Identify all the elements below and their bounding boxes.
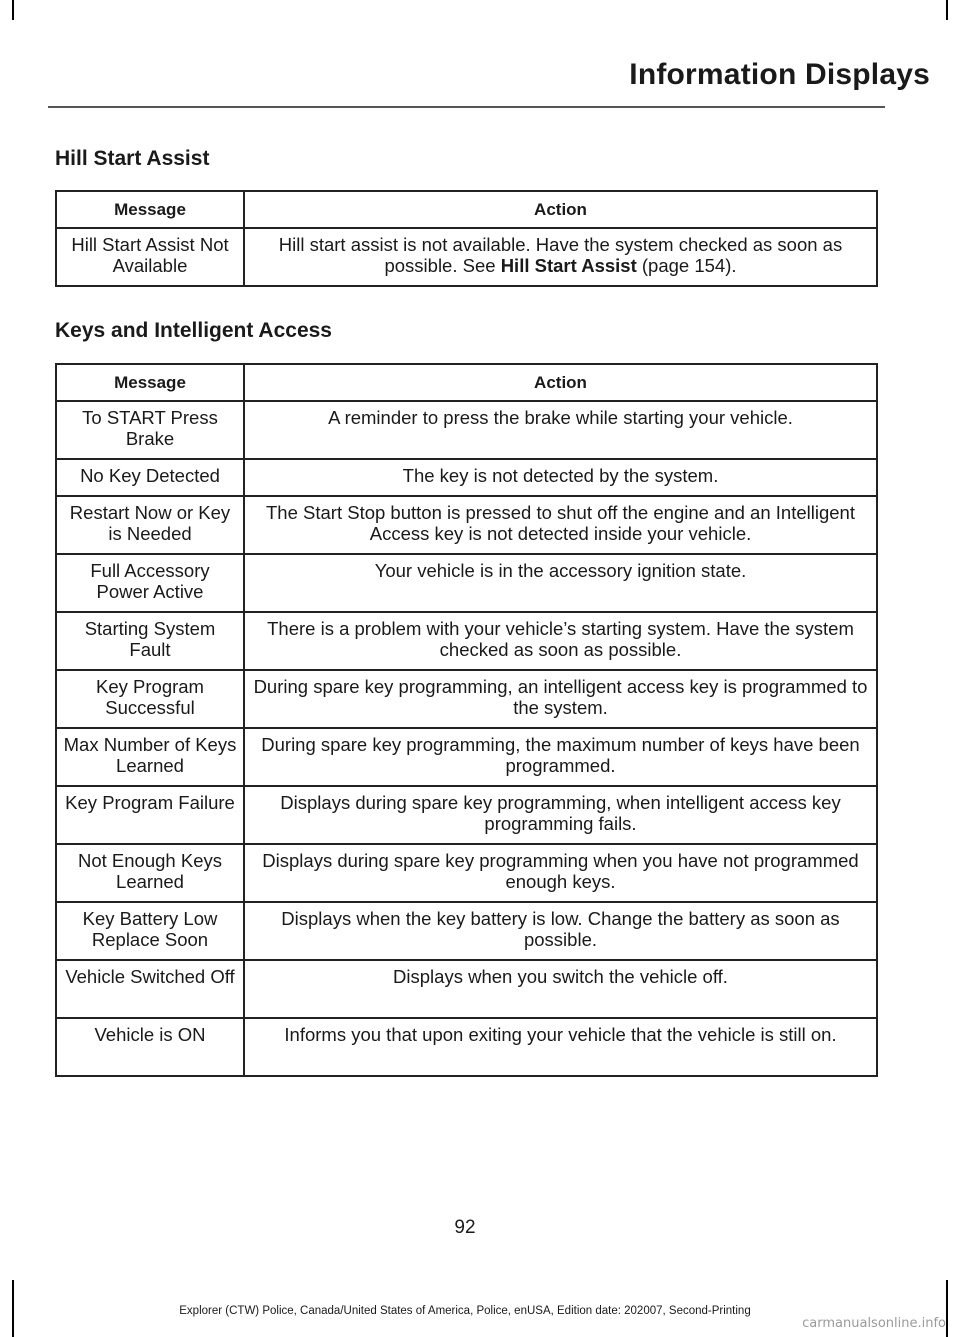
hill-start-assist-table	[55, 190, 878, 287]
table-row	[56, 554, 877, 612]
watermark: carmanualsonline.info	[802, 1316, 946, 1331]
action-cell: During spare key programming, an intelligent access key is programmed to the system.	[244, 670, 877, 728]
action-cell: A reminder to press the brake while starting your vehicle.	[244, 401, 877, 459]
message-cell: Full Accessory Power Active	[56, 554, 244, 612]
action-cell: Displays when you switch the vehicle off.	[244, 960, 877, 1018]
action-cell: During spare key programming, the maximum number of keys have been programmed.	[244, 728, 877, 786]
table-row	[56, 728, 877, 786]
action-cell: The Start Stop button is pressed to shut off the engine and an Intelligent Access key is not detected inside your vehicle.	[244, 496, 877, 554]
section-title-hill-start-assist: Hill Start Assist	[55, 147, 210, 170]
keys-intelligent-access-table	[55, 363, 878, 1077]
message-cell: Vehicle Switched Off	[56, 960, 244, 1018]
table-row	[56, 960, 877, 1018]
action-cell: Your vehicle is in the accessory ignition state.	[244, 554, 877, 612]
message-cell: Key Program Successful	[56, 670, 244, 728]
action-cell: Informs you that upon exiting your vehicle that the vehicle is still on.	[244, 1018, 877, 1076]
column-header-message: Message	[56, 191, 244, 228]
action-text: Hill start assist is not available. Have the system checked as soon as possible. See	[278, 234, 843, 276]
message-cell: Restart Now or Key is Needed	[56, 496, 244, 554]
column-header-message: Message	[56, 364, 244, 401]
page-reference: (page 154).	[636, 255, 737, 276]
action-cell: Displays during spare key programming when you have not programmed enough keys.	[244, 844, 877, 902]
table-row	[56, 228, 877, 286]
crop-mark-top-right	[946, 0, 948, 20]
column-header-action: Action	[244, 191, 877, 228]
message-cell: To START Press Brake	[56, 401, 244, 459]
column-header-action: Action	[244, 364, 877, 401]
crop-mark-bottom-right	[946, 1280, 948, 1337]
table-row	[56, 786, 877, 844]
page-title: Information Displays	[629, 58, 930, 91]
table-header-row	[56, 191, 877, 228]
table-row	[56, 902, 877, 960]
action-cell: Displays when the key battery is low. Change the battery as soon as possible.	[244, 902, 877, 960]
message-cell: Key Battery Low Replace Soon	[56, 902, 244, 960]
cross-reference-link[interactable]: Hill Start Assist	[500, 255, 637, 276]
table-row	[56, 401, 877, 459]
table-row	[56, 496, 877, 554]
page-number: 92	[454, 1217, 476, 1238]
table-row	[56, 459, 877, 496]
footer-edition-text: Explorer (CTW) Police, Canada/United States of America, Police, enUSA, Edition date: 202007, Second-Printing	[179, 1305, 751, 1317]
table-row	[56, 612, 877, 670]
action-cell	[244, 228, 877, 286]
message-cell: No Key Detected	[56, 459, 244, 496]
table-row	[56, 670, 877, 728]
action-cell: The key is not detected by the system.	[244, 459, 877, 496]
table-row	[56, 844, 877, 902]
crop-mark-top-left	[12, 0, 14, 20]
message-cell: Hill Start Assist Not Available	[56, 228, 244, 286]
header-divider	[48, 106, 885, 108]
section-title-keys-intelligent-access: Keys and Intelligent Access	[55, 319, 332, 342]
action-cell: Displays during spare key programming, when intelligent access key programming fails.	[244, 786, 877, 844]
message-cell: Not Enough Keys Learned	[56, 844, 244, 902]
message-cell: Starting System Fault	[56, 612, 244, 670]
table-row	[56, 1018, 877, 1076]
message-cell: Max Number of Keys Learned	[56, 728, 244, 786]
action-cell: There is a problem with your vehicle’s starting system. Have the system checked as soon as possible.	[244, 612, 877, 670]
table-header-row	[56, 364, 877, 401]
message-cell: Key Program Failure	[56, 786, 244, 844]
message-cell: Vehicle is ON	[56, 1018, 244, 1076]
